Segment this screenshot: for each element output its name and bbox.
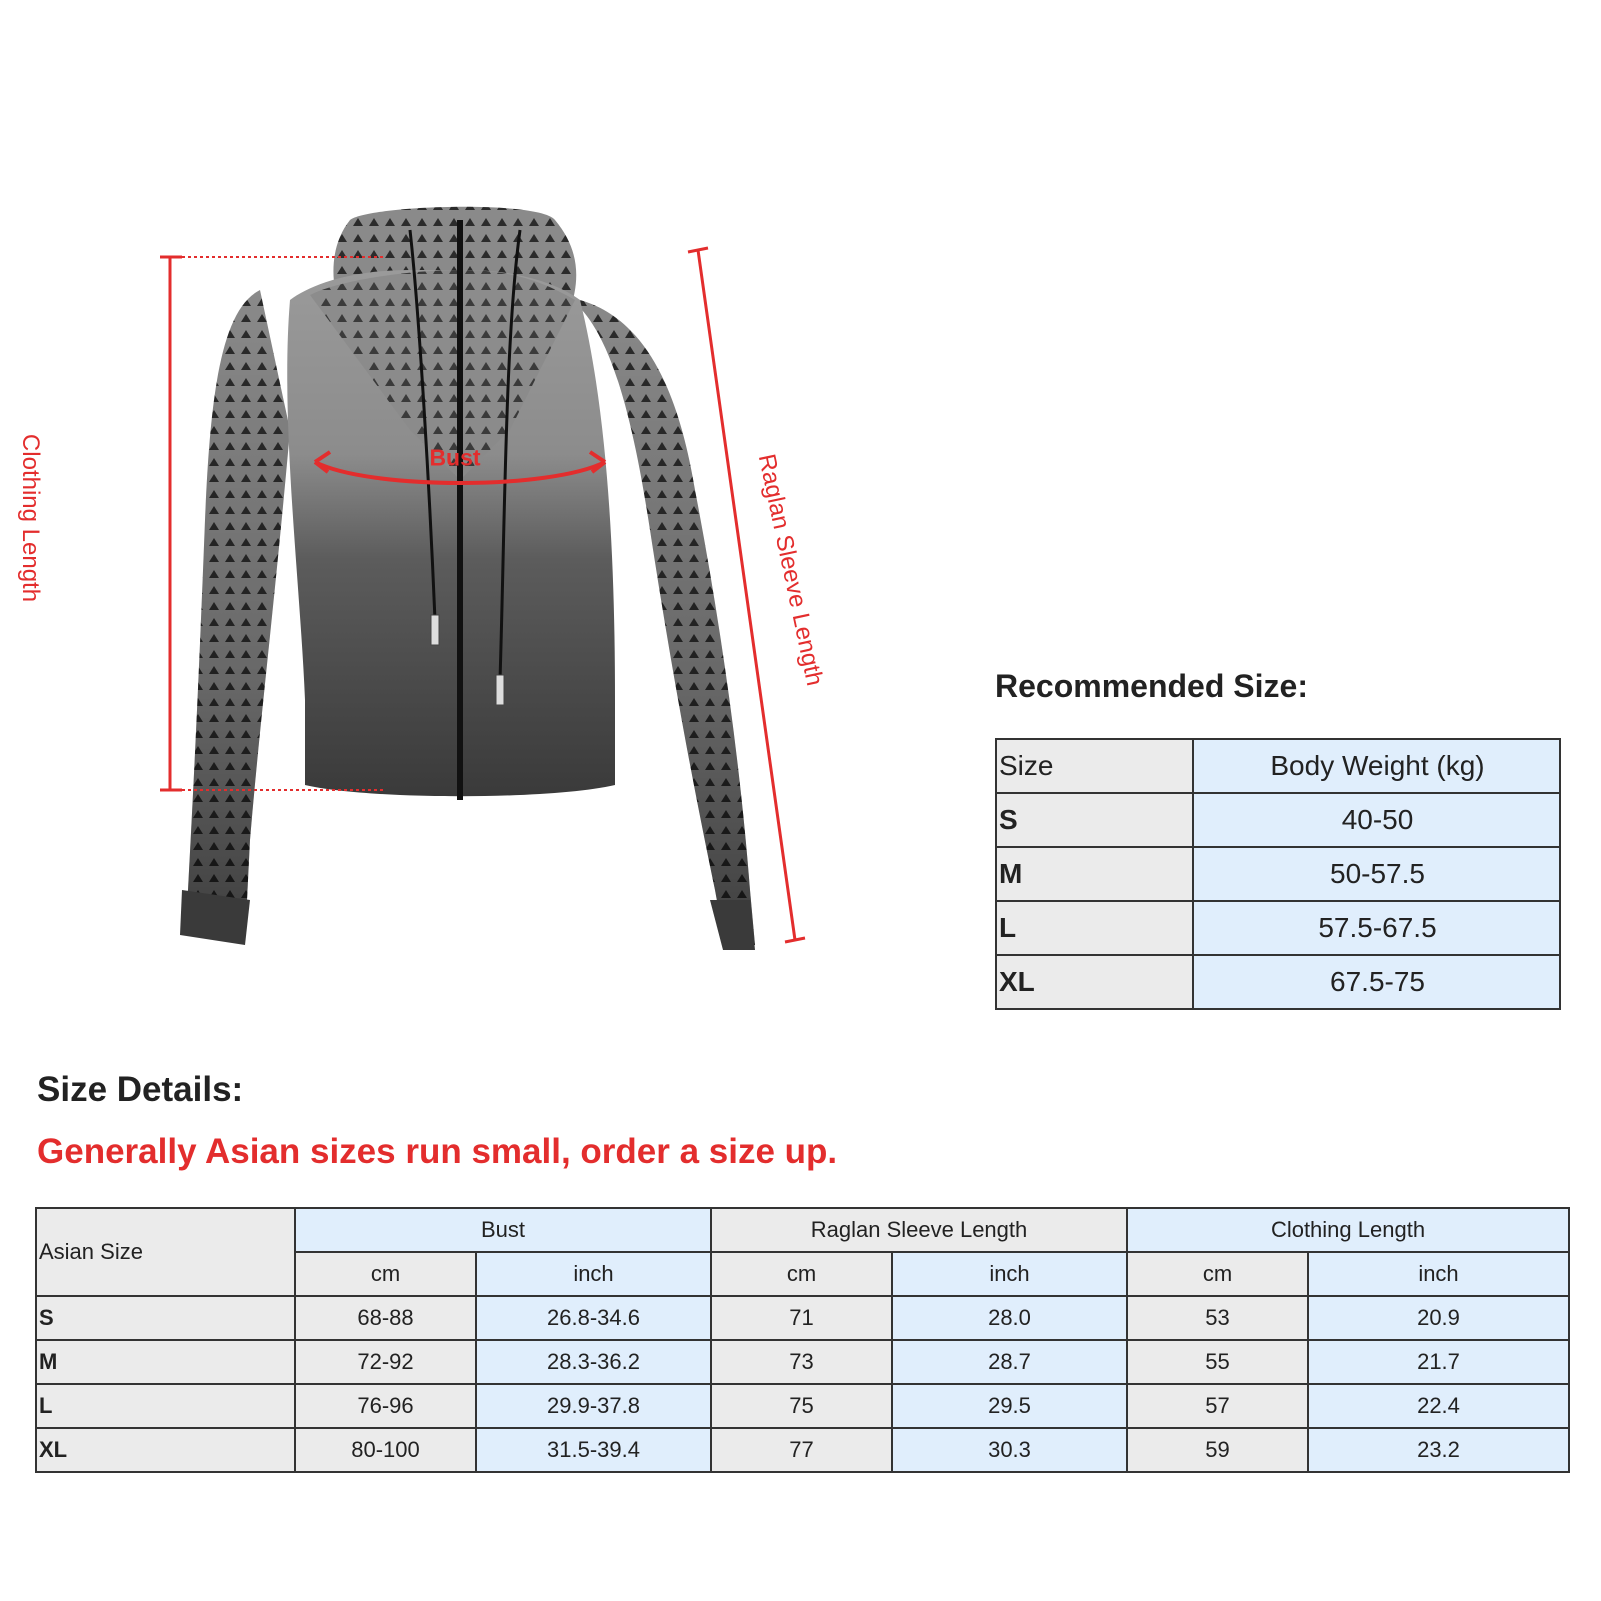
- table-row: [996, 901, 1560, 955]
- size-cell: M: [36, 1340, 295, 1384]
- table-row: [36, 1428, 1569, 1472]
- value-cell: 59: [1127, 1428, 1308, 1472]
- size-cell: L: [996, 901, 1193, 955]
- value-cell: 80-100: [295, 1428, 476, 1472]
- jacket-diagram: [110, 200, 850, 980]
- unit-cell: inch: [892, 1252, 1127, 1296]
- jacket-image: [110, 200, 850, 980]
- unit-cell: cm: [295, 1252, 476, 1296]
- unit-cell: inch: [1308, 1252, 1569, 1296]
- value-cell: 73: [711, 1340, 892, 1384]
- weight-cell: 67.5-75: [1193, 955, 1560, 1009]
- value-cell: 23.2: [1308, 1428, 1569, 1472]
- table-row: [36, 1384, 1569, 1428]
- value-cell: 29.9-37.8: [476, 1384, 711, 1428]
- value-cell: 55: [1127, 1340, 1308, 1384]
- recommended-size-table: [995, 738, 1561, 1010]
- header-asian-size: Asian Size: [36, 1208, 295, 1296]
- size-cell: M: [996, 847, 1193, 901]
- value-cell: 31.5-39.4: [476, 1428, 711, 1472]
- value-cell: 29.5: [892, 1384, 1127, 1428]
- value-cell: 57: [1127, 1384, 1308, 1428]
- value-cell: 26.8-34.6: [476, 1296, 711, 1340]
- value-cell: 28.3-36.2: [476, 1340, 711, 1384]
- weight-cell: 57.5-67.5: [1193, 901, 1560, 955]
- table-row: [996, 847, 1560, 901]
- value-cell: 28.7: [892, 1340, 1127, 1384]
- weight-cell: 50-57.5: [1193, 847, 1560, 901]
- unit-cell: cm: [1127, 1252, 1308, 1296]
- recommended-size-title: Recommended Size:: [995, 668, 1308, 704]
- header-bust: Bust: [295, 1208, 711, 1252]
- value-cell: 22.4: [1308, 1384, 1569, 1428]
- table-row: [996, 955, 1560, 1009]
- size-details-title: Size Details:: [37, 1070, 244, 1109]
- unit-cell: inch: [476, 1252, 711, 1296]
- size-details-table: [35, 1207, 1570, 1473]
- header-size: Size: [996, 739, 1193, 793]
- table-header-row: [996, 739, 1560, 793]
- table-row: [36, 1296, 1569, 1340]
- weight-cell: 40-50: [1193, 793, 1560, 847]
- value-cell: 53: [1127, 1296, 1308, 1340]
- header-body-weight: Body Weight (kg): [1193, 739, 1560, 793]
- size-cell: XL: [36, 1428, 295, 1472]
- size-cell: L: [36, 1384, 295, 1428]
- value-cell: 72-92: [295, 1340, 476, 1384]
- value-cell: 68-88: [295, 1296, 476, 1340]
- size-note: Generally Asian sizes run small, order a size up.: [37, 1132, 838, 1171]
- table-row: [996, 793, 1560, 847]
- value-cell: 71: [711, 1296, 892, 1340]
- value-cell: 77: [711, 1428, 892, 1472]
- value-cell: 21.7: [1308, 1340, 1569, 1384]
- size-cell: S: [36, 1296, 295, 1340]
- clothing-length-label: Clothing Length: [17, 433, 44, 603]
- header-raglan: Raglan Sleeve Length: [711, 1208, 1127, 1252]
- value-cell: 20.9: [1308, 1296, 1569, 1340]
- header-clothing-length: Clothing Length: [1127, 1208, 1569, 1252]
- raglan-sleeve-length-label: Raglan Sleeve Length: [752, 451, 829, 689]
- value-cell: 76-96: [295, 1384, 476, 1428]
- bust-label: Bust: [429, 444, 481, 471]
- size-cell: XL: [996, 955, 1193, 1009]
- value-cell: 30.3: [892, 1428, 1127, 1472]
- size-cell: S: [996, 793, 1193, 847]
- table-row: [36, 1340, 1569, 1384]
- unit-cell: cm: [711, 1252, 892, 1296]
- value-cell: 75: [711, 1384, 892, 1428]
- value-cell: 28.0: [892, 1296, 1127, 1340]
- table-header-row: [36, 1208, 1569, 1252]
